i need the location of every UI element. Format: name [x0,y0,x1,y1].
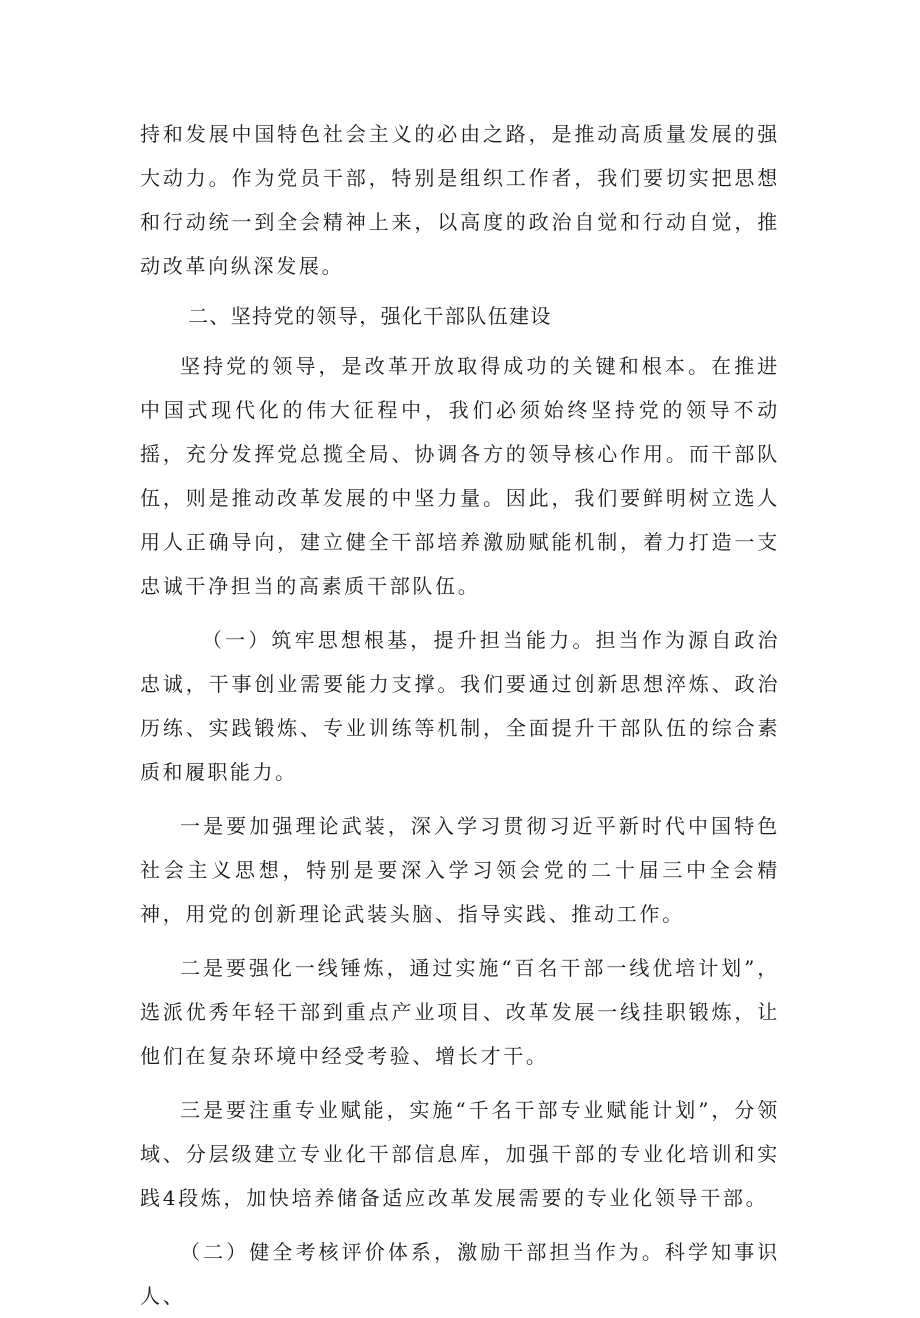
body-paragraph: 坚持党的领导，是改革开放取得成功的关键和根本。在推进中国式现代化的伟大征程中，我们必须始终坚持党的领导不动摇，充分发挥党总揽全局、协调各方的领导核心作用。而干部队伍，则是推动改革发展的中坚力量。因此，我们要鲜明树立选人用人正确导向，建立健全干部培养激励赋能机制，着力打造一支忠诚干净担当的高素质干部队伍。 [140,354,780,598]
body-paragraph: 二是要强化一线锤炼，通过实施“百名干部一线优培计划”，选派优秀年轻干部到重点产业项目、改革发展一线挂职锻炼，让他们在复杂环境中经受考验、增长才干。 [140,956,780,1068]
body-paragraph-continuation: 持和发展中国特色社会主义的必由之路，是推动高质量发展的强大动力。作为党员干部，特别是组织工作者，我们要切实把思想和行动统一到全会精神上来，以高度的政治自觉和行动自觉，推动改革向纵深发展。 [140,122,780,278]
section-heading: 二、坚持党的领导，强化干部队伍建设 [188,304,552,328]
subsection-paragraph: （二）健全考核评价体系，激励干部担当作为。科学知事识人、 [140,1240,780,1308]
body-paragraph: 一是要加强理论武装，深入学习贯彻习近平新时代中国特色社会主义思想，特别是要深入学习领会党的二十届三中全会精神，用党的创新理论武装头脑、指导实践、推动工作。 [140,814,780,926]
body-paragraph: 三是要注重专业赋能，实施“千名干部专业赋能计划”，分领域、分层级建立专业化干部信息库，加强干部的专业化培训和实践4段炼，加快培养储备适应改革发展需要的专业化领导干部。 [140,1098,780,1210]
subsection-paragraph: （一）筑牢思想根基，提升担当能力。担当作为源自政治忠诚，干事创业需要能力支撑。我们要通过创新思想淬炼、政治历练、实践锻炼、专业训练等机制，全面提升干部队伍的综合素质和履职能力。 [140,628,780,784]
